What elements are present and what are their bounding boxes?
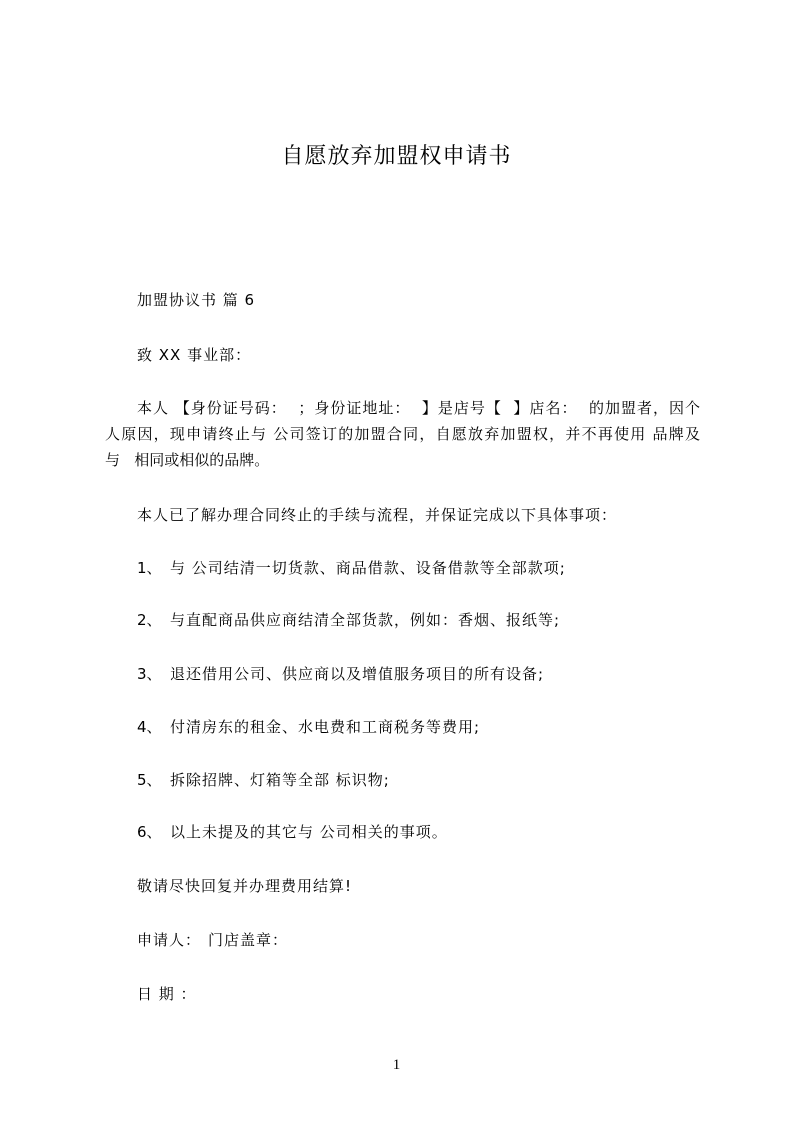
item-number: 6、	[137, 823, 162, 841]
closing-text: 敬请尽快回复并办理费用结算!	[137, 877, 353, 895]
store-stamp-label: 门店盖章：	[208, 931, 289, 949]
item-number: 3、	[137, 665, 162, 683]
item-number: 1、	[137, 559, 162, 577]
item-number: 5、	[137, 771, 162, 789]
paragraph-line: 本人 【身份证号码： ；身份证地址： 】是店号【 】店名： 的加盟者，因个	[137, 399, 700, 417]
document-title: 自愿放弃加盟权申请书	[281, 144, 512, 169]
item-text: 退还借用公司、供应商以及增值服务项目的所有设备;	[170, 665, 545, 683]
item-number: 4、	[137, 718, 162, 736]
salutation: 致 XX 事业部：	[137, 346, 252, 364]
intro-text: 本人已了解办理合同终止的手续与流程，并保证完成以下具体事项：	[137, 506, 618, 524]
item-text: 以上未提及的其它与 公司相关的事项。	[170, 823, 448, 841]
item-text: 与直配商品供应商结清全部货款，例如：香烟、报纸等;	[170, 611, 561, 629]
date-label: 日 期 ：	[137, 985, 197, 1003]
applicant-label: 申请人：	[137, 931, 202, 949]
item-text: 与 公司结清一切货款、商品借款、设备借款等全部款项;	[170, 559, 566, 577]
paragraph-line: 人原因，现申请终止与 公司签订的加盟合同，自愿放弃加盟权，并不再使用 品牌及	[105, 425, 700, 443]
item-text: 付清房东的租金、水电费和工商税务等费用;	[170, 718, 481, 736]
item-number: 2、	[137, 611, 162, 629]
item-text: 拆除招牌、灯箱等全部 标识物;	[170, 771, 390, 789]
agreement-subtitle: 加盟协议书 篇 6	[137, 291, 256, 309]
paragraph-line: 与 相同或相似的品牌。	[105, 451, 270, 469]
page-number: 1	[392, 1057, 401, 1073]
